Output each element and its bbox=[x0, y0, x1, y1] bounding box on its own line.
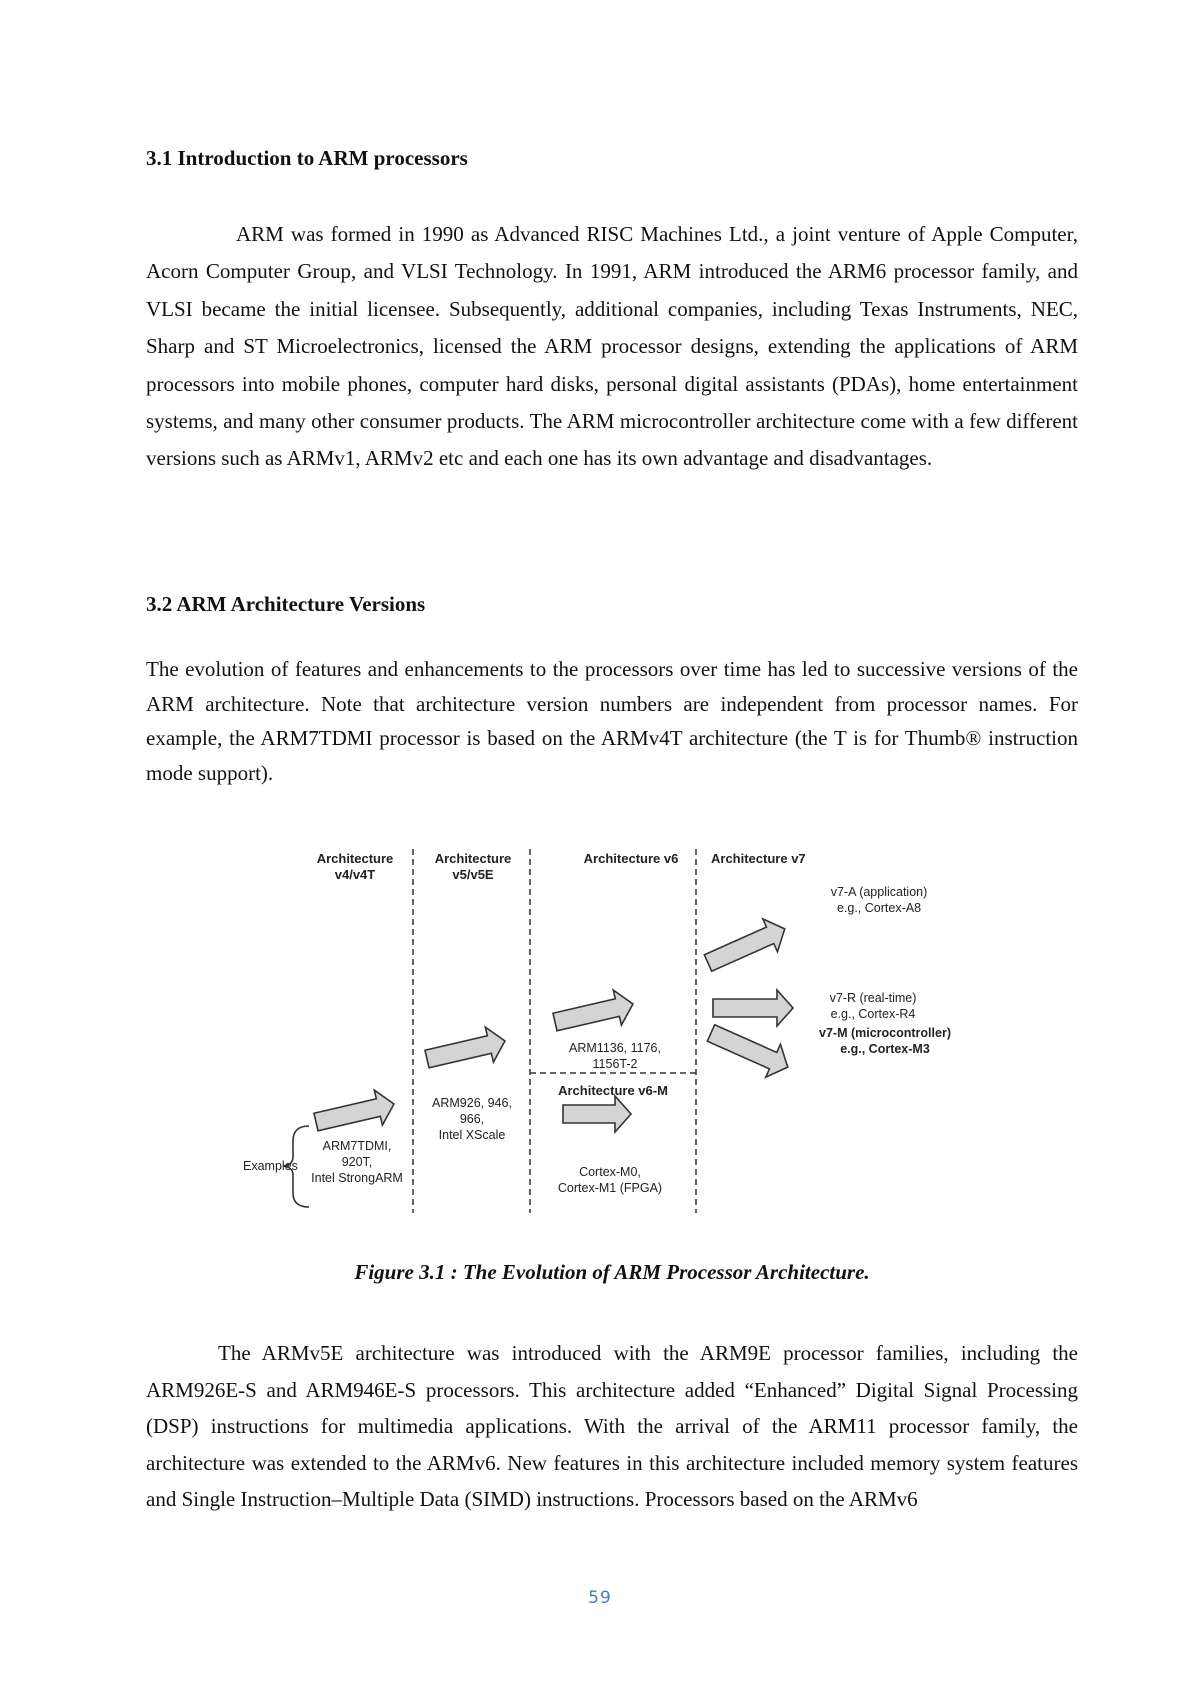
v5-example-line2: 966, bbox=[459, 1112, 485, 1126]
header-v5-line1: Architecture bbox=[434, 851, 512, 866]
continuation-paragraph: The ARMv5E architecture was introduced with the ARM9E processor families, including the ARM926E-S and ARM946E-S processors. This architecture added “Enhanced” Digital Signal Processing (DSP) instructions for multimedia applications. With the arrival of the ARM11 processor family, the architecture was extended to the ARMv6. New features in this architecture included memory system features and Single Instruction–Multiple Data (SIMD) instructions. Processors based on the ARMv6 bbox=[146, 1341, 1078, 1512]
v4-example-line3: Intel StrongARM bbox=[311, 1171, 403, 1185]
v5-example-line1: ARM926, 946, bbox=[432, 1096, 512, 1110]
v6-example-line1: ARM1136, 1176, bbox=[569, 1041, 661, 1055]
header-v5-line2: v5/v5E bbox=[452, 867, 494, 882]
v7m-label-line1: v7-M (microcontroller) bbox=[819, 1026, 951, 1040]
arrow-v5 bbox=[423, 1023, 509, 1076]
v4-example-line1: ARM7TDMI, bbox=[322, 1139, 392, 1153]
arrow-v4 bbox=[312, 1086, 398, 1139]
section-heading-3-2: 3.2 ARM Architecture Versions bbox=[146, 592, 426, 616]
figure-caption: Figure 3.1 : The Evolution of ARM Processor Architecture. bbox=[354, 1260, 870, 1284]
header-v4-line1: Architecture bbox=[316, 851, 394, 866]
page-number: 59 bbox=[588, 1588, 612, 1608]
header-v6m: Architecture v6-M bbox=[558, 1083, 668, 1098]
arrow-v7a bbox=[701, 912, 792, 979]
header-v7: Architecture v7 bbox=[711, 851, 806, 866]
v7r-label-line1: v7-R (real-time) bbox=[829, 991, 917, 1005]
v4-example-line2: 920T, bbox=[341, 1155, 373, 1169]
section-heading-3-1: 3.1 Introduction to ARM processors bbox=[146, 146, 468, 170]
v7m-label-line2: e.g., Cortex-M3 bbox=[840, 1042, 930, 1056]
header-v6: Architecture v6 bbox=[583, 851, 679, 866]
arrow-v6m bbox=[563, 1096, 631, 1132]
v5-example-line3: Intel XScale bbox=[438, 1128, 506, 1142]
v7a-label-line1: v7-A (application) bbox=[830, 885, 928, 899]
intro-paragraph: ARM was formed in 1990 as Advanced RISC Machines Ltd., a joint venture of Apple Computer, Acorn Computer Group, and VLSI Technology. In 1991, ARM introduced the ARM6 processor family, and VLSI became the initial licensee. Subsequently, additional companies, including Texas Instruments, NEC, Sharp and ST Microelectronics, licensed the ARM processor designs, extending the applications of ARM processors into mobile phones, computer hard disks, personal digital assistants (PDAs), home entertainment systems, and many other consumer products. The ARM microcontroller architecture come with a few different versions such as ARMv1, ARMv2 etc and each one has its own advantage and disadvantages. bbox=[146, 222, 1078, 471]
examples-label: Examples bbox=[243, 1159, 298, 1173]
v6m-example-line1: Cortex-M0, bbox=[579, 1165, 641, 1179]
versions-paragraph: The evolution of features and enhancements to the processors over time has led to successive versions of the ARM architecture. Note that architecture version numbers are independent from processor names. For example, the ARM7TDMI processor is based on the ARMv4T architecture (the T is for Thumb® instruction mode support). bbox=[146, 657, 1078, 785]
arrow-v7m bbox=[704, 1017, 795, 1084]
arrow-v6 bbox=[551, 986, 637, 1039]
header-v4-line2: v4/v4T bbox=[334, 867, 376, 882]
v7a-label-line2: e.g., Cortex-A8 bbox=[836, 901, 922, 915]
v6-example-line2: 1156T-2 bbox=[592, 1057, 638, 1071]
v7r-label-line2: e.g., Cortex-R4 bbox=[830, 1007, 916, 1021]
arm-evolution-diagram bbox=[225, 845, 1025, 1220]
arrow-v7r bbox=[713, 990, 793, 1026]
v6m-example-line2: Cortex-M1 (FPGA) bbox=[557, 1181, 663, 1195]
